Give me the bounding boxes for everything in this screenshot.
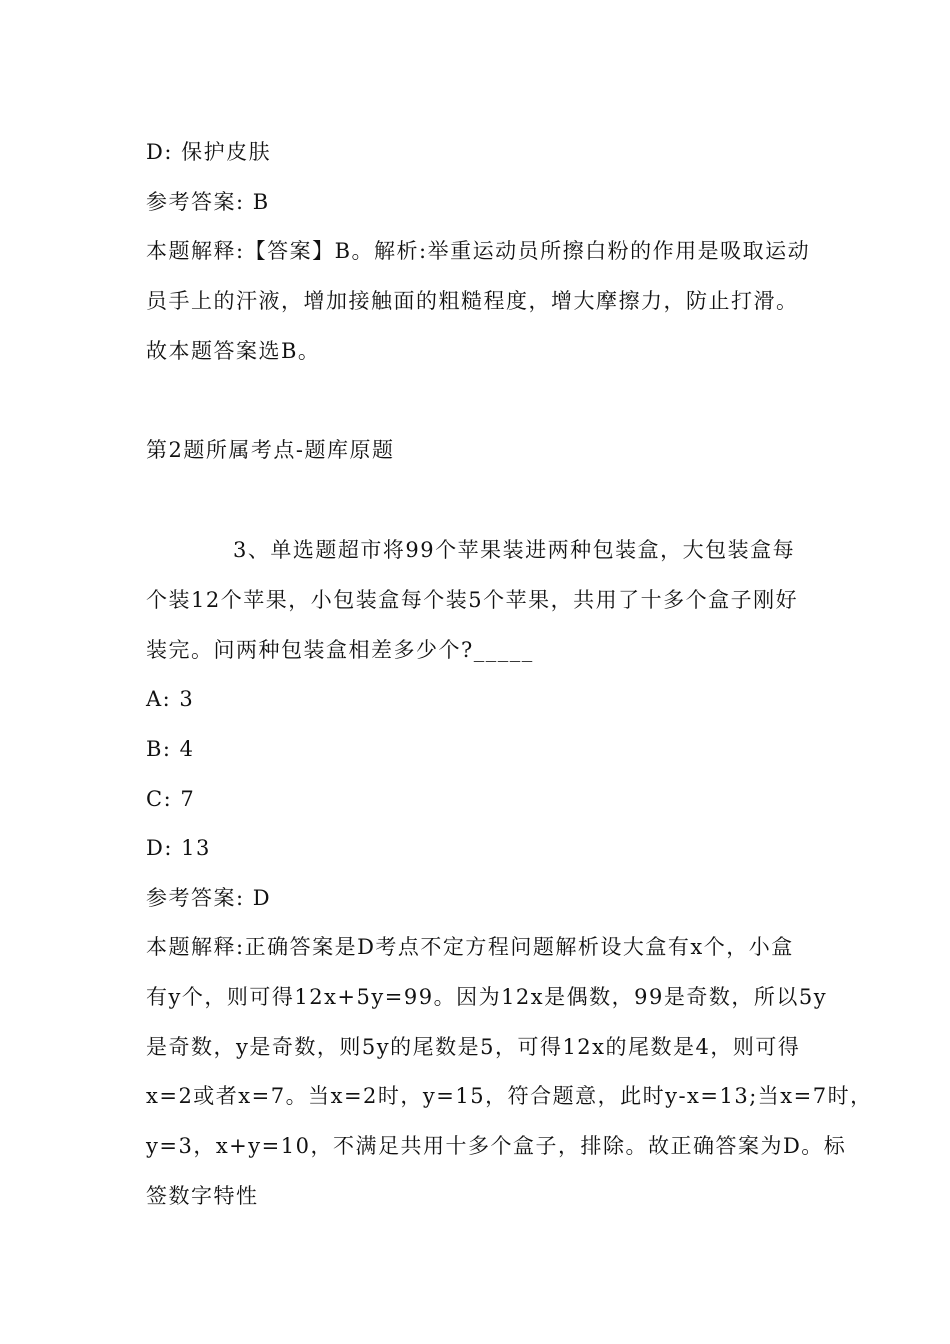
answer: 参考答案: D	[146, 886, 272, 910]
explanation-line-5: y=3，x+y=10，不满足共用十多个盒子，排除。故正确答案为D。标	[146, 1134, 847, 1158]
explanation-line-3: 是奇数，y是奇数，则5y的尾数是5，可得12x的尾数是4，则可得	[146, 1035, 801, 1059]
question-stem-line-2: 个装12个苹果，小包装盒每个装5个苹果，共用了十多个盒子刚好	[146, 588, 799, 612]
prev-explanation-line-2: 员手上的汗液，增加接触面的粗糙程度，增大摩擦力，防止打滑。	[146, 289, 799, 313]
question-stem-line-3: 装完。问两种包装盒相差多少个?_____	[146, 638, 534, 662]
explanation-line-2: 有y个，则可得12x+5y=99。因为12x是偶数，99是奇数，所以5y	[146, 985, 828, 1009]
prev-explanation-line-1: 本题解释:【答案】B。解析:举重运动员所擦白粉的作用是吸取运动	[146, 239, 811, 263]
prev-answer: 参考答案: B	[146, 190, 270, 214]
option-b: B: 4	[146, 737, 195, 761]
option-c: C: 7	[146, 787, 196, 811]
option-d: D: 13	[146, 836, 211, 860]
explanation-line-6: 签数字特性	[146, 1184, 259, 1208]
section-title: 第2题所属考点-题库原题	[146, 438, 395, 462]
option-a: A: 3	[146, 687, 195, 711]
explanation-line-4: x=2或者x=7。当x=2时，y=15，符合题意，此时y-x=13;当x=7时，	[146, 1084, 873, 1108]
question-stem-line-1: 3、单选题超市将99个苹果装进两种包装盒，大包装盒每	[233, 538, 796, 562]
prev-option-d: D: 保护皮肤	[146, 140, 272, 164]
prev-explanation-line-3: 故本题答案选B。	[146, 339, 321, 363]
explanation-line-1: 本题解释:正确答案是D考点不定方程问题解析设大盒有x个，小盒	[146, 935, 794, 959]
